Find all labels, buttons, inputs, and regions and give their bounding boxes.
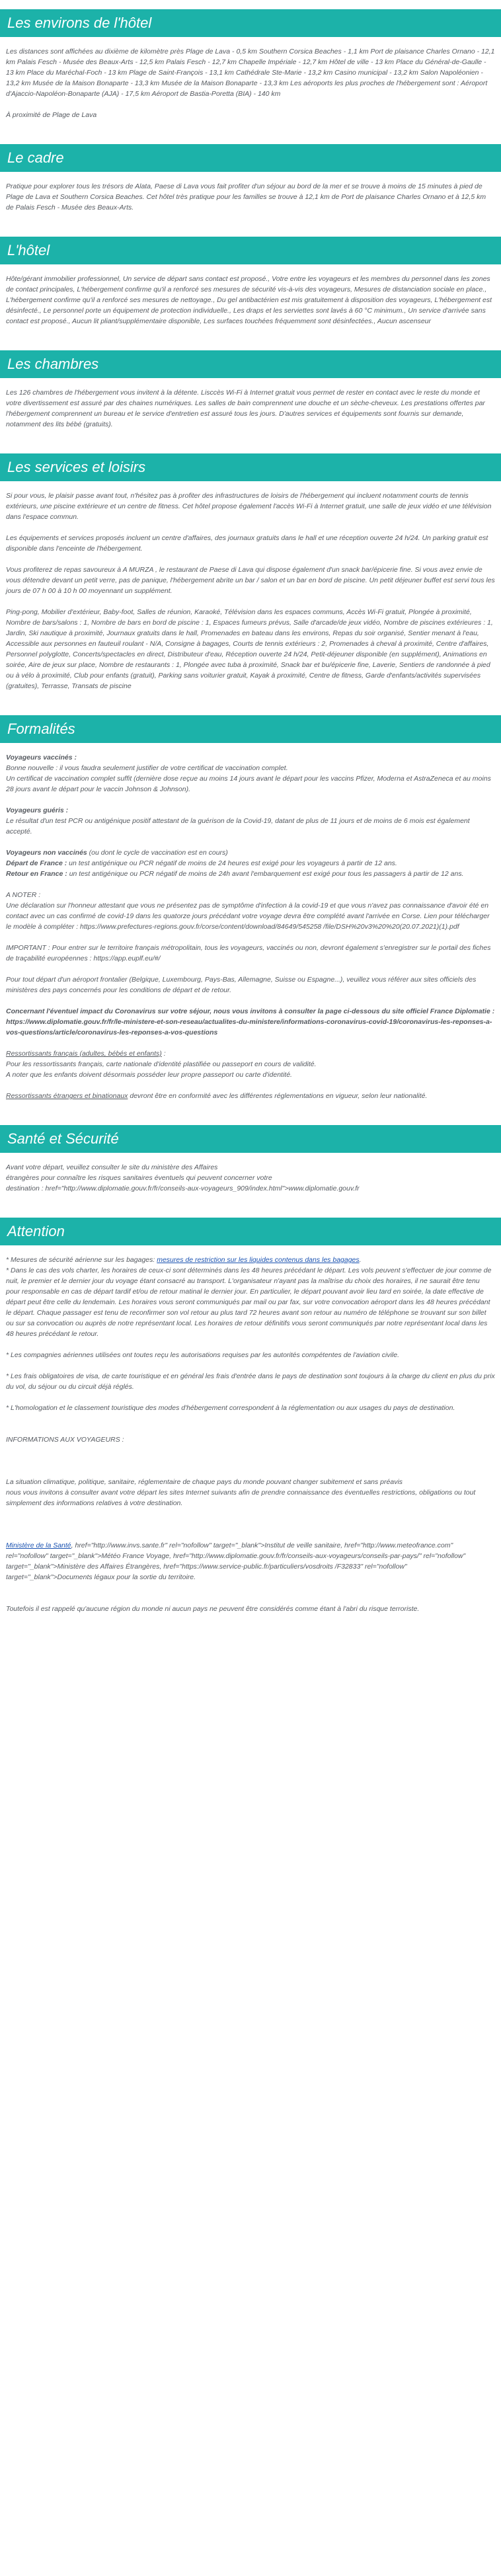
section-title-services: Les services et loisirs — [0, 453, 501, 481]
visa-fees-text: * Les frais obligatoires de visa, de carte touristique et en général les frais d'entrée dans le pays de destination sont toujours à la charge du client en plus du prix du vol, du séjour ou du circuit déjà réglés. — [6, 1372, 495, 1391]
baggage-security-line — [6, 1255, 495, 1265]
french-nationals-line-1: Pour les ressortissants français, carte nationale d'identité plastifiée ou passeport en cours de validité. — [6, 1060, 317, 1068]
travellers-info-heading: INFORMATIONS AUX VOYAGEURS : — [6, 1436, 124, 1444]
section-cadre — [0, 144, 501, 213]
french-nationals-suffix: : — [161, 1050, 166, 1058]
unvaccinated-heading: Voyageurs non vaccinés — [6, 849, 87, 857]
section-sante — [0, 1125, 501, 1194]
sante-line-3: destination : href="http://www.diplomatie.gouv.fr/fr/conseils-aux-voyageurs_909/index.html">www.diplomatie.gouv.fr — [6, 1185, 360, 1192]
section-title-hotel: L'hôtel — [0, 237, 501, 264]
note-block — [6, 890, 495, 932]
note-text: Une déclaration sur l'honneur attestant que vous ne présentez pas de symptôme d'infection à la covid-19 et que vous n'avez pas connaissance d'avoir été en contact avec un cas confirmé de covid-19 dans les quatorze jours précédant votre voyage devra être complété avant l'arrivée en Corse. Lien pour télécharger le modèle à compléter : https://www.prefectures-regions.gouv.fr/corse/content/download/84649/545258 /file/DSH%20v3%20%20(20.07.2021)(1).pdf — [6, 902, 490, 931]
services-equipment: Les équipements et services proposés incluent un centre d'affaires, des journaux gratuits dans le hall et une réception ouverte 24 h/24. Un parking gratuit est disponible dans l'enceinte de l'hébergement. — [6, 534, 488, 553]
frontier-text: Pour tout départ d'un aéroport frontalier (Belgique, Luxembourg, Pays-Bas, Allemagne, Suisse ou Espagne...), veuillez vous référer aux sites officiels des ministères des pays concernés pour les conditions de départ et de retour. — [6, 976, 477, 994]
unvaccinated-note: (ou dont le cycle de vaccination est en cours) — [87, 849, 228, 857]
charter-flights-text: * Dans le cas des vols charter, les horaires de ceux-ci sont déterminés dans les 48 heures précédant le départ. Les vols peuvent s'effectuer de jour comme de nuit, le premier et le dernier jour du voyage étant consacré au transport. L'organisateur n'ayant pas la maîtrise du choix des horaires, il ne saurait être tenu pour responsable en cas de départ tardif et/ou de retour matinal le dernier jour. En particulier, le départ pouvant avoir lieu tard en soirée, la date effective de départ peut être celle du lendemain. Les horaires vous seront communiqués par mail ou par fax, sur votre convocation aéroport dans les 48 heures précédant le départ. Chaque passager est tenu de reconfirmer son vol retour au plus tard 72 heures avant son retour au numéro de téléphone se trouvant sur son billet ou sur sa convocation ou auprès de notre représentant local. Les horaires de retour définitifs vous seront communiqués par notre représentant local dans les 48 heures précédant le retour. — [6, 1267, 492, 1338]
french-nationals-heading: Ressortissants français (adultes, bébés et enfants) — [6, 1050, 162, 1058]
situation-line-2: nous vous invitons à consulter avant votre départ les sites Internet suivants afin de prendre connaissance des éventuelles restrictions, obligations ou tout simplement des informations relatives à votre destination. — [6, 1489, 476, 1507]
recovered-line-1: Le résultat d'un test PCR ou antigénique positif attestant de la guérison de la Covid-19, datant de plus de 11 jours et de moins de 6 mois est également accepté. — [6, 817, 470, 836]
section-title-sante: Santé et Sécurité — [0, 1125, 501, 1153]
sante-line-1: Avant votre départ, veuillez consulter le site du ministère des Affaires — [6, 1163, 218, 1171]
vaccinated-line-1: Bonne nouvelle : il vous faudra seulement justifier de votre certificat de vaccination complet. — [6, 764, 288, 772]
vaccinated-line-2: Un certificat de vaccination complet suffit (dernière dose reçue au moins 14 jours avant le départ pour les vaccins Pfizer, Moderna et AstraZeneca et au moins 28 jours avant le départ pour le vaccin Johnson & Johnson). — [6, 775, 491, 793]
section-title-cadre: Le cadre — [0, 144, 501, 172]
departure-label: Départ de France : — [6, 859, 67, 867]
section-title-attention: Attention — [0, 1218, 501, 1245]
recovered-heading: Voyageurs guéris : — [6, 806, 69, 814]
return-label: Retour en France : — [6, 870, 67, 878]
departure-text: un test antigénique ou PCR négatif de moins de 24 heures est exigé pour les voyageurs à partir de 12 ans. — [67, 859, 397, 867]
services-leisure: Si pour vous, le plaisir passe avant tout, n'hésitez pas à profiter des infrastructures de loisirs de l'hébergement qui incluent notamment courts de tennis extérieurs, une piscine extérieure et un centre de fitness. Cet hôtel propose également l'accès Wi-Fi à Internet gratuit, une salle de jeux vidéo et une télévision dans l'espace commun. — [6, 492, 492, 521]
environs-proximity: À proximité de Plage de Lava — [6, 111, 97, 119]
foreign-nationals-text: devront être en conformité avec les différentes réglementations en vigueur, selon leur nationalité. — [128, 1092, 428, 1100]
section-environs — [0, 9, 501, 120]
vaccinated-block — [6, 752, 495, 795]
french-nationals-line-2: A noter que les enfants doivent désormais posséder leur propre passeport ou carte d'identité. — [6, 1071, 292, 1079]
section-services — [0, 453, 501, 691]
section-hotel — [0, 237, 501, 327]
vaccinated-heading: Voyageurs vaccinés : — [6, 754, 77, 761]
section-title-formalites: Formalités — [0, 715, 501, 743]
section-title-environs: Les environs de l'hôtel — [0, 9, 501, 37]
chambres-text: Les 126 chambres de l'hébergement vous invitent à la détente. Lisccès Wi-Fi à Internet gratuit vous permet de rester en contact avec le reste du monde et votre divertissement est assuré par des chaines numériques. Les salles de bain comprennent une douche et un sèche-cheveux. Les prestations offertes par l'hébergement comprennent un bureau et le service d'entretien est assuré tous les jours. D'autres services et équipements sont fournis sur demande, notamment des lits bébé (gratuits). — [6, 389, 485, 428]
official-sites-block — [6, 1540, 495, 1582]
coronavirus-notice: Concernant l'éventuel impact du Coronavirus sur votre séjour, nous vous invitons à consulter la page ci-dessous du site officiel France Diplomatie : https://www.diplomatie.gouv.fr/fr/le-ministere-et-son-reseau/actualites-du-ministere/informations-coronavirus-covid-19/coronavirus-les-reponses-a-vos-questions/article/coronavirus-les-reponses-a-vos-questions — [6, 1007, 495, 1036]
situation-line-1: La situation climatique, politique, sanitaire, réglementaire de chaque pays du monde pouvant changer subitement et sans préavis — [6, 1478, 403, 1486]
ministry-health-link[interactable]: Ministère de la Santé — [6, 1542, 71, 1549]
services-amenities-list: Ping-pong, Mobilier d'extérieur, Baby-foot, Salles de réunion, Karaoké, Télévision dans les espaces communs, Accès Wi-Fi gratuit, Plongée à proximité, Nombre de bars/salons : 1, Nombre de bars en bord de piscine : 1, Espaces fumeurs prévus, Salle d'arcade/de jeux vidéo, Nombre de piscines extérieures : 1, Jardin, Ski nautique à proximité, Journaux gratuits dans le hall, Promenades en bateau dans les environs, Repas du soir organisé, Sentier menant à l'eau, Accessible aux personnes en fauteuil roulant - N/A, Consigne à bagages, Courts de tennis extérieurs : 2, Promenades à cheval à proximité, Centre d'affaires, Personnel polyglotte, Concerts/spectacles en direct, Distributeur d'eau, Réception ouverte 24 h/24, Petit-déjeuner disponible (en supplément), Animations en soirée, Aire de jeux sur place, Nombre de restaurants : 1, Plongée avec tuba à proximité, Snack bar et bu/épicerie fine, Laverie, Sentiers de randonnée à pied ou à vélo à proximité, Club pour enfants (gratuit), Parking sans voiturier gratuit, Kayak à proximité, Centre de fitness, Garde d'enfants/activités supervisées (gratuites), Terrasse, Transats de piscine — [6, 608, 493, 690]
situation-block — [6, 1477, 495, 1508]
return-text: un test antigénique ou PCR négatif de moins de 24h avant l'embarquement est exigé pour tous les passagers à partir de 12 ans. — [67, 870, 464, 878]
liquids-restriction-link[interactable]: mesures de restriction sur les liquides contenus dans les bagages — [157, 1256, 360, 1264]
environs-distances: Les distances sont affichées au dixième de kilomètre près Plage de Lava - 0,5 km Southern Corsica Beaches - 1,1 km Port de plaisance Charles Ornano - 12,1 km Palais Fesch - Musée des Beaux-Arts - 12,5 km Palais Fesch - 12,7 km Chapelle Impériale - 12,7 km Hôtel de ville - 13 km Place du Général-de-Gaulle - 13 km Place du Maréchal-Foch - 13 km Plage de Saint-François - 13,1 km Cathédrale Ste-Marie - 13,2 km Casino municipal - 13,2 km Salon Napoléonien - 13,2 km Musée de la Maison Bonaparte - 13,3 km Musée de la Maison Bonaparte - 13,3 km Les aéroports les plus proches de l'hébergement sont : Aéroport d'Ajaccio-Napoléon-Bonaparte (AJA) - 17,5 km Aéroport de Bastia-Poretta (BIA) - 140 km — [6, 48, 495, 98]
french-nationals-block — [6, 1048, 495, 1080]
section-title-chambres: Les chambres — [0, 350, 501, 378]
note-heading: A NOTER : — [6, 891, 41, 899]
foreign-nationals-block — [6, 1091, 495, 1101]
section-attention — [0, 1218, 501, 1614]
foreign-nationals-heading: Ressortissants étrangers et binationaux — [6, 1092, 128, 1100]
hotel-text: Hôte/gérant immobilier professionnel, Un service de départ sans contact est proposé., Votre entre les voyageurs et les membres du personnel dans les zones de contact principales, L'hébergement confirme qu'il a renforcé ses mesures de sécurité vis-à-vis des voyageurs, Mesures de distanciation sociale en place., L'hébergement confirme qu'il a renforcé ses mesures de nettoyage., Du gel antibactérien est mis gratuitement à disposition des voyageurs, L'hébergement est désinfecté., Le personnel porte un équipement de protection individuelle., Les draps et les serviettes sont lavés à 60 °C minimum., Un service d'arrivée sans contact est proposé., Aucun lit pliant/supplémentaire disponible, Les surfaces touchées fréquemment sont désinfectées., Aucun ascenseur — [6, 275, 492, 325]
classification-text: * L'homologation et le classement touristique des modes d'hébergement correspondent à la réglementation ou aux usages du pays de destination. — [6, 1404, 455, 1412]
sante-block — [6, 1162, 495, 1194]
unvaccinated-block — [6, 847, 495, 879]
section-chambres — [0, 350, 501, 430]
baggage-security-suffix: . — [359, 1256, 362, 1264]
section-formalites — [0, 715, 501, 1101]
recovered-block — [6, 805, 495, 837]
official-sites-text: , href="http://www.invs.sante.fr" rel="nofollow" target="_blank">Institut de veille sanitaire, href="http://www.meteofrance.com" rel="nofollow" target="_blank">Météo France Voyage, href="http://www.diplomatie.gouv.fr/fr/conseils-aux-voyageurs/conseils-par-pays/" rel="nofollow" target="_blank">Ministère des Affaires Étrangères, href="https://www.service-public.fr/particuliers/vosdroits /F32833" rel="nofollow" target="_blank">Documents légaux pour la sortie du territoire. — [6, 1542, 466, 1581]
terrorism-notice: Toutefois il est rappelé qu'aucune région du monde ni aucun pays ne peuvent être considérés comme étant à l'abri du risque terroriste. — [6, 1605, 420, 1613]
important-text: IMPORTANT : Pour entrer sur le territoire français métropolitain, tous les voyageurs, vaccinés ou non, devront également s'enregistrer sur le portail des fiches de traçabilité européennes : https://app.euplf.eu/#/ — [6, 944, 491, 962]
baggage-security-prefix: * Mesures de sécurité aérienne sur les bagages: — [6, 1256, 157, 1264]
services-dining: Vous profiterez de repas savoureux à A MURZA , le restaurant de Paese di Lava qui dispose également d'un snack bar/épicerie fine. Si vous avez envie de vous détendre devant un petit verre, pas de panique, l'hébergement abrite un bar / salon et un bar en bord de piscine. Un petit déjeuner buffet est servi tous les jours de 07 h 00 à 10 h 00 moyennant un supplément. — [6, 566, 495, 595]
sante-line-2: étrangères pour connaître les risques sanitaires éventuels qui peuvent concerner votre — [6, 1174, 272, 1182]
airlines-text: * Les compagnies aériennes utilisées ont toutes reçu les autorisations requises par les autorités compétentes de l'aviation civile. — [6, 1351, 399, 1359]
cadre-text: Pratique pour explorer tous les trésors de Alata, Paese di Lava vous fait profiter d'un séjour au bord de la mer et se trouve à moins de 15 minutes à pied de Plage de Lava et Southern Corsica Beaches. Cet hôtel très pratique pour les familles se trouve à 12,1 km de Port de plaisance Charles Ornano et à 12,5 km de Palais Fesch - Musée des Beaux-Arts. — [6, 182, 486, 212]
